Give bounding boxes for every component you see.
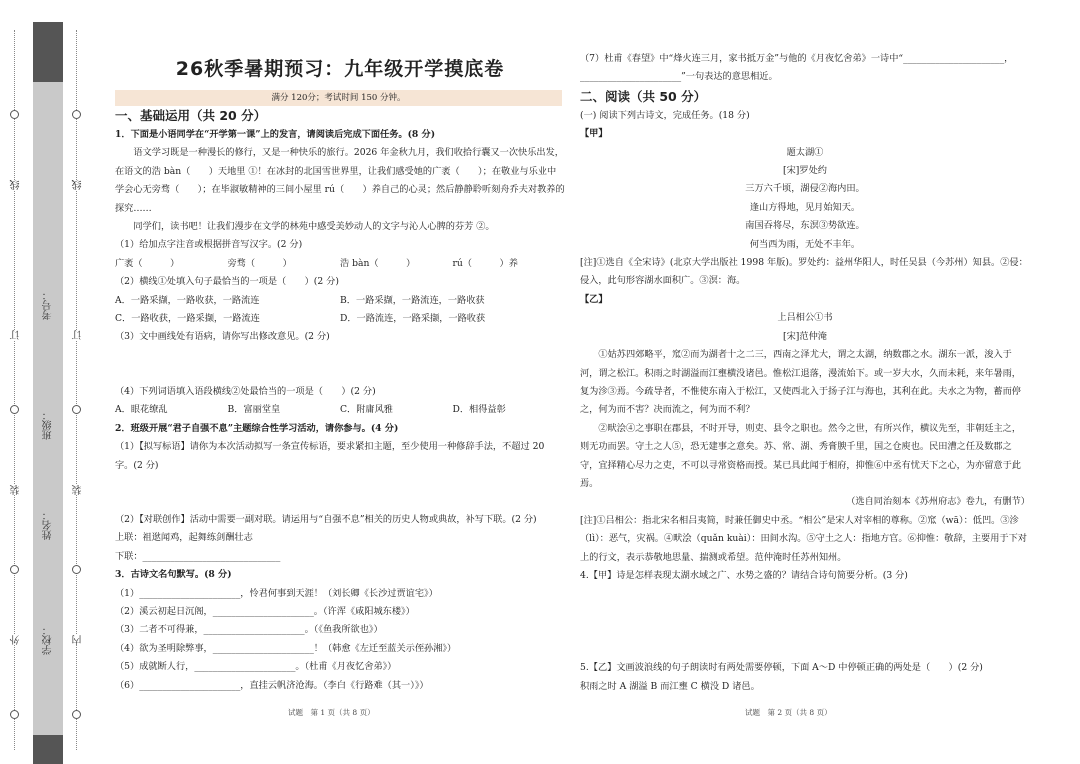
q3-line[interactable]: （2）溪云初起日沉阁，______________________。（许浑《咸阳城东楼》） <box>115 605 415 617</box>
q3-sub7[interactable]: （7）杜甫《春望》中“烽火连三月，家书抵万金”与他的《月夜忆舍弟》一诗中“______________________， <box>580 53 1014 64</box>
inner-label-nei: 内 <box>73 635 84 645</box>
q1-passage: 语文学习既是一种漫长的修行，又是一种快乐的旅行。2026 年金秋九月，我们收拾行囊又一次快乐出发，在语文的浩 bàn（ ）天地里 ①！在冰封的北国雪世界里，让我们感受她的广袤（ ）；在敬业与乐业中学会心无旁骛（ ）；在毕淑敏精神的三间小屋里 rú（ ）养自己的心灵；然后静静聆听刻舟乔夫对教养的探究…… <box>115 147 565 214</box>
q3-line[interactable]: （6）______________________，直挂云帆济沧海。（李白《行路难（其一）》） <box>115 679 429 691</box>
hole-circle <box>10 565 19 574</box>
poem-note: [注]①选自《全宋诗》(北京大学出版社 1998 年版)。罗处约：益州华阳人，时任吴县（今苏州）知县。②侵：侵入，此句形容湖水面积广。③溟：海。 <box>580 257 1028 287</box>
poem-line: 何当西为雨，无处不丰年。 <box>749 238 861 250</box>
answer-blank[interactable]: 浩 bàn（ ） <box>340 257 416 269</box>
option-d[interactable]: D．相得益彰 <box>452 404 506 416</box>
option-c[interactable]: C．一路收获，一路采撷，一路流连 <box>115 313 260 325</box>
q2-upper-couplet: 上联：祖逖闻鸡，起舞练剑酬壮志 <box>115 532 253 544</box>
page-2 <box>580 50 1030 696</box>
hole-circle <box>10 405 19 414</box>
outer-label-xian: 线 <box>11 180 22 190</box>
q3-line[interactable]: （4）欲为圣明除弊事，______________________！（韩愈《左迁至蓝关示侄孙湘》） <box>115 642 457 654</box>
poem-line: 逢山方得地，见月始知天。 <box>749 201 861 213</box>
hole-circle <box>10 710 19 719</box>
score-banner: 满分 120分；考试时间 150 分钟。 <box>115 90 562 106</box>
q3-sub7-cont[interactable]: ______________________”一句表达的意思相近。 <box>580 71 778 83</box>
outer-label-ding: 订 <box>11 330 22 340</box>
prose-title: 上吕相公①书 <box>777 312 833 324</box>
q5-options[interactable]: 积雨之时 A 湖溢 B 而江壅 C 横没 D 诸邑。 <box>580 680 760 692</box>
option-b[interactable]: B．富丽堂皇 <box>227 404 281 416</box>
q2-lower-couplet[interactable]: 下联：______________________________ <box>115 550 281 562</box>
question-3: 3．古诗文名句默写。(8 分) <box>115 569 232 581</box>
prose-note: [注]①吕相公：指北宋名相吕夷简，时兼任御史中丞。“相公”是宋人对宰相的尊称。②窊（wā）：低凹。③沴（lì）：恶气，灾祸。④畎浍（quǎn kuài）：田间水沟。⑤守土之人：指地方官。⑥抑惟：敬辞，主要用于下对上的行文，表示恭敬地思量、揣测或希望。范仲淹时任苏州知州。 <box>580 514 1027 563</box>
answer-space[interactable] <box>115 475 565 511</box>
q1-sub2-options <box>115 310 565 328</box>
question-5: 5.【乙】文画波浪线的句子朗读时有两处需要停顿，下面 A～D 中停顿正确的两处是（ ）(2 分) <box>580 662 983 674</box>
poem-line: 南国吞将尽，东溟③势欲连。 <box>745 220 865 232</box>
q1-sub4-options <box>115 401 565 419</box>
q1-sub1: （1）给加点字注音或根据拼音写汉字。(2 分) <box>115 239 303 251</box>
exam-number-field[interactable]: 考号： <box>43 290 54 320</box>
poem-title: 题太湖① <box>786 146 824 158</box>
section-1-heading: 一、基础运用（共 20 分） <box>115 108 267 123</box>
page-1 <box>115 0 565 695</box>
q3-line[interactable]: （1）______________________，怜君何事到天涯！（刘长卿《长沙过贾谊宅》） <box>115 587 438 599</box>
answer-space[interactable] <box>580 585 1030 659</box>
q1-sub2: （2）横线①处填入句子最恰当的一项是（ ）(2 分) <box>115 276 339 288</box>
exam-title: 26秋季暑期预习：九年级开学摸底卷 <box>175 58 505 80</box>
q1-sub1-answers <box>115 255 565 273</box>
answer-blank[interactable]: rú（ ）养 <box>452 257 518 269</box>
hole-circle <box>72 710 81 719</box>
hole-circle <box>72 405 81 414</box>
question-1: 1．下面是小语同学在“开学第一课”上的发言，请阅读后完成下面任务。(8 分) <box>115 129 436 140</box>
name-field[interactable]: 姓名： <box>43 510 54 540</box>
question-2: 2．班级开展“君子自强不息”主题综合性学习活动，请你参与。(4 分) <box>115 422 399 434</box>
question-4: 4.【甲】诗是怎样表现太湖水域之广、水势之盛的？请结合诗句简要分析。(3 分) <box>580 569 908 581</box>
reading-part-1: (一) 阅读下列古诗文，完成任务。(18 分) <box>580 109 750 121</box>
text-jia-label: 【甲】 <box>580 128 608 140</box>
option-a[interactable]: A．眼花缭乱 <box>115 404 168 416</box>
outer-label-zhuang: 装 <box>11 485 22 495</box>
q2-sub2: （2）【对联创作】活动中需要一副对联。请运用与“自强不息”相关的历史人物或典故，补写下联。(2 分) <box>115 513 537 525</box>
option-a[interactable]: A．一路采撷，一路收获，一路流连 <box>115 294 260 306</box>
option-c[interactable]: C．附庸风雅 <box>340 404 393 416</box>
gutter-band-bottom <box>33 735 63 764</box>
outer-label-wai: 外 <box>11 635 22 645</box>
prose-author: [宋]范仲淹 <box>783 330 827 342</box>
option-b[interactable]: B．一路采撷，一路流连，一路收获 <box>340 294 485 306</box>
q1-passage-2: 同学们，读书吧！让我们漫步在文学的林苑中感受美妙动人的文字与沁人心脾的芬芳 ②。 <box>133 221 495 233</box>
class-field[interactable]: 班级： <box>43 410 54 440</box>
poem-line: 三万六千顷，湖侵②海内田。 <box>745 183 865 195</box>
text-yi-label: 【乙】 <box>580 293 608 305</box>
q2-sub1: （1）【拟写标语】请你为本次活动拟写一条宣传标语，要求紧扣主题，至少使用一种修辞手法，不超过 20 字。(2 分) <box>115 441 545 471</box>
prose-paragraph-1: ①姑苏四郊略平，窊②而为湖者十之二三，西南之泽尤大，谓之太湖，纳数郡之水。湖东一派，浚入于河，谓之松江。积雨之时湖溢而江壅横没诸邑。惟松江退落，漫流始下。或一岁大水，久而未耗，来年暑雨，复为沴③焉。今疏导者，不惟使东南入于松江，又使西北入于扬子江与海也，其利在此。夫水之为物，蓄而停之，何为而不害？决而流之，何为而不利？ <box>580 349 1021 416</box>
school-field[interactable]: 学校： <box>43 625 54 655</box>
inner-label-xian: 线 <box>73 180 84 190</box>
poem-author: [宋]罗处约 <box>783 165 827 177</box>
page-1-footer: 试题 第 1 页（共 8 页） <box>288 708 375 717</box>
gutter-band-top <box>33 22 63 82</box>
hole-circle <box>72 565 81 574</box>
binding-margin <box>0 0 95 764</box>
answer-blank[interactable]: 旁骛（ ） <box>227 257 292 269</box>
inner-label-zhuang: 装 <box>73 485 84 495</box>
option-d[interactable]: D．一路流连，一路采撷，一路收获 <box>340 313 486 325</box>
q1-sub4: （4）下列词语填入语段横线②处最恰当的一项是（ ）(2 分) <box>115 385 376 397</box>
inner-label-ding: 订 <box>73 330 84 340</box>
q1-sub2-options <box>115 292 565 310</box>
prose-source: （选自同治刻本《苏州府志》卷九，有删节） <box>846 496 1030 508</box>
hole-circle <box>72 110 81 119</box>
q3-line[interactable]: （5）成就断人行，______________________。（杜甫《月夜忆舍弟》） <box>115 661 397 673</box>
answer-space[interactable] <box>115 347 565 383</box>
q3-line[interactable]: （3）二者不可得兼，______________________。（《鱼我所欲也》） <box>115 624 383 636</box>
page-2-footer: 试题 第 2 页（共 8 页） <box>745 708 832 717</box>
q1-sub3: （3）文中画线处有语病，请你写出修改意见。(2 分) <box>115 331 330 343</box>
hole-circle <box>10 110 19 119</box>
section-2-heading: 二、阅读（共 50 分） <box>580 88 707 104</box>
answer-blank[interactable]: 广袤（ ） <box>115 257 180 269</box>
prose-paragraph-2: ②畎浍④之事职在郡县，不时开导，则吏、县令之职也。然今之世，有所兴作，横议先至，非朝廷主之，则无功而罢。守土之人⑤，恐无建事之意矣。苏、常、湖、秀膏腴千里，国之仓庾也。民田漕之任及数郡之守，宜择精心尽力之吏，不可以寻常资格而授。某已具此闻于相府，抑惟⑥中丞有忧天下之心，为亦留意于此焉。 <box>580 422 1022 489</box>
